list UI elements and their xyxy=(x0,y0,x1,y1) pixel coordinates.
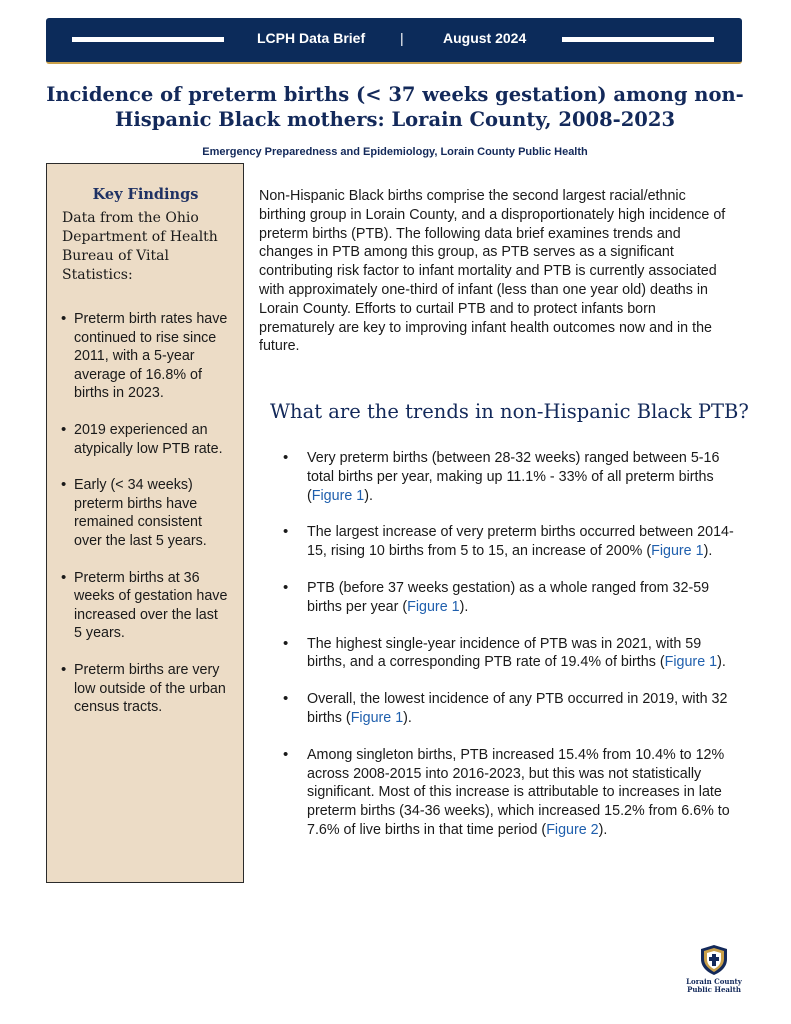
figure-link[interactable]: Figure 1 xyxy=(651,543,704,560)
logo-line-1: Lorain County xyxy=(686,977,742,986)
figure-link[interactable]: Figure 1 xyxy=(311,487,365,504)
trend-text: Among singleton births, PTB increased 15.4% from 10.4% to 12% across 2008-2015 into 2016-2023, but this was not statistically significant. Most of this increase is attributable to increases in late preterm births (34-36 weeks), which increased 15.2% from 6.6% to 7.6% of live births in that time period ( xyxy=(307,746,730,838)
page-subtitle: Emergency Preparedness and Epidemiology, Lorain County Public Health xyxy=(202,146,588,158)
lcph-logo xyxy=(678,944,750,994)
trends-list xyxy=(283,449,738,858)
figure-link[interactable]: Figure 1 xyxy=(350,709,404,726)
key-finding-item: • Early (< 34 weeks) preterm births have remained consistent over the last 5 years. xyxy=(62,476,229,550)
key-finding-item: • Preterm births are very low outside of the urban census tracts. xyxy=(62,661,229,717)
logo-line-2: Public Health xyxy=(687,985,741,994)
trend-tail: ). xyxy=(703,543,713,560)
header-rule-left xyxy=(72,37,224,42)
key-finding-item: • Preterm births at 36 weeks of gestation have increased over the last 5 years. xyxy=(62,569,229,643)
brief-label: LCPH Data Brief xyxy=(257,30,366,46)
trend-item xyxy=(283,523,738,561)
figure-link[interactable]: Figure 1 xyxy=(407,598,460,615)
trend-tail: ). xyxy=(403,709,412,726)
key-finding-item: • Preterm birth rates have continued to rise since 2011, with a 5-year average of 16.8% of births in 2023. xyxy=(62,310,229,403)
trend-tail: ). xyxy=(598,821,608,838)
trend-text: PTB (before 37 weeks gestation) as a whole ranged from 32-59 births per year ( xyxy=(307,579,710,615)
trend-tail: ). xyxy=(364,487,373,504)
key-findings-list xyxy=(62,310,229,717)
shield-icon xyxy=(699,944,729,976)
figure-link[interactable]: Figure 1 xyxy=(664,654,718,671)
trends-heading: What are the trends in non-Hispanic Black PTB? xyxy=(270,400,749,423)
intro-paragraph: Non-Hispanic Black births comprise the second largest racial/ethnic birthing group in Lorain County, and a disproportionately high incidence of preterm births (PTB). The following data brief examines trends and changes in PTB among this group, as PTB serves as a significant contributing risk factor to infant mortality and PTB is currently associated with approximately one-third of infant (less than one year old) deaths in Lorain County. Efforts to curtail PTB and to protect infants born prematurely are key to improving infant health outcomes now and in the future. xyxy=(259,188,726,355)
trend-item xyxy=(283,746,738,840)
header-separator: | xyxy=(400,30,404,46)
trend-tail: ). xyxy=(459,598,469,615)
key-findings-intro: Data from the Ohio Department of Health Bureau of Vital Statistics: xyxy=(62,210,218,283)
header-bar xyxy=(46,18,742,64)
key-findings-sidebar xyxy=(46,163,244,883)
trend-text: Very preterm births (between 28-32 weeks) ranged between 5-16 total births per year, making up 11.1% - 33% of all preterm births ( xyxy=(307,450,720,504)
key-findings-title: Key Findings xyxy=(92,186,199,203)
key-finding-item: • 2019 experienced an atypically low PTB rate. xyxy=(62,421,229,458)
trend-tail: ). xyxy=(717,654,726,671)
trend-text: The highest single-year incidence of PTB was in 2021, with 59 births, and a corresponding PTB rate of 19.4% of births ( xyxy=(307,635,702,671)
trend-text: Overall, the lowest incidence of any PTB occurred in 2019, with 32 births ( xyxy=(307,691,728,726)
header-rule-right xyxy=(562,37,714,42)
trend-item xyxy=(283,635,738,673)
figure-link[interactable]: Figure 2 xyxy=(546,821,599,838)
trend-item xyxy=(283,690,738,728)
trend-item xyxy=(283,579,738,617)
brief-date: August 2024 xyxy=(443,30,527,46)
trend-text: The largest increase of very preterm births occurred between 2014-15, rising 10 births from 5 to 15, an increase of 200% ( xyxy=(307,524,734,560)
page-title: Incidence of preterm births (< 37 weeks gestation) among non-Hispanic Black mothers: Lorain County, 2008-2023 xyxy=(46,83,744,131)
trend-item xyxy=(283,449,738,505)
